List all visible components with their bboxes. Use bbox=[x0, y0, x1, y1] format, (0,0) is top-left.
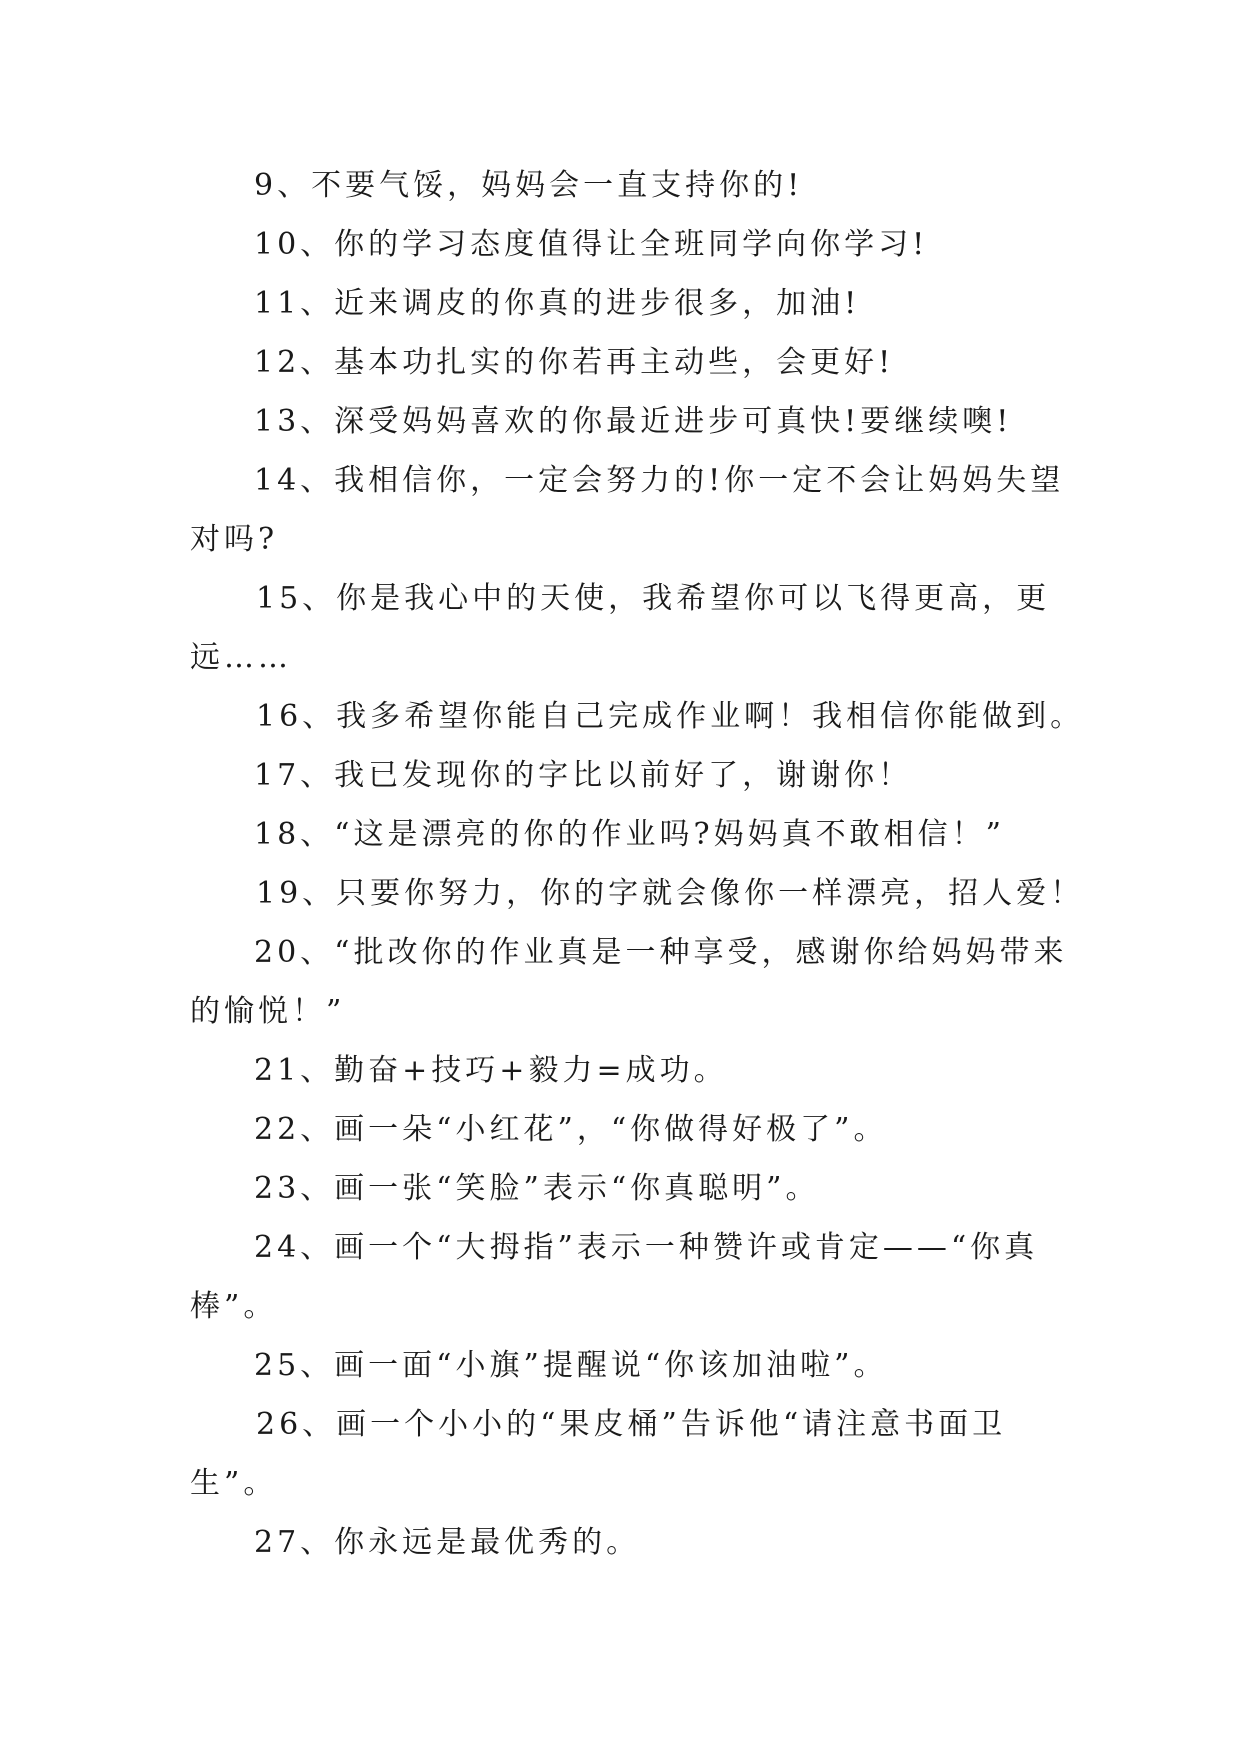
text-line: 15、你是我心中的天使，我希望你可以飞得更高，更 bbox=[256, 581, 1051, 616]
text-line: 16、我多希望你能自己完成作业啊！我相信你能做到。 bbox=[256, 699, 1085, 734]
text-line: 14、我相信你，一定会努力的!你一定不会让妈妈失望 bbox=[254, 463, 1065, 498]
text-line: 生”。 bbox=[190, 1466, 278, 1501]
text-line: 的愉悦！” bbox=[190, 994, 346, 1029]
text-line: 26、画一个小小的“果皮桶”告诉他“请注意书面卫 bbox=[256, 1407, 1007, 1442]
text-line: 对吗? bbox=[190, 522, 279, 557]
text-line: 27、你永远是最优秀的。 bbox=[254, 1525, 641, 1560]
text-line: 12、基本功扎实的你若再主动些，会更好! bbox=[254, 345, 895, 380]
text-line: 22、画一朵“小红花”，“你做得好极了”。 bbox=[254, 1112, 888, 1147]
text-line: 24、画一个“大拇指”表示一种赞许或肯定——“你真 bbox=[254, 1230, 1039, 1265]
text-line: 21、勤奋+技巧+毅力=成功。 bbox=[254, 1053, 728, 1088]
text-line: 18、“这是漂亮的你的作业吗?妈妈真不敢相信！” bbox=[254, 817, 1005, 852]
text-line: 20、“批改你的作业真是一种享受，感谢你给妈妈带来 bbox=[254, 935, 1068, 970]
text-line: 17、我已发现你的字比以前好了，谢谢你！ bbox=[254, 758, 913, 793]
text-line: 棒”。 bbox=[190, 1289, 278, 1324]
text-line: 远…… bbox=[190, 640, 292, 675]
text-line: 11、近来调皮的你真的进步很多，加油! bbox=[254, 286, 861, 321]
text-line: 10、你的学习态度值得让全班同学向你学习! bbox=[254, 227, 929, 262]
text-line: 9、不要气馁，妈妈会一直支持你的! bbox=[254, 168, 804, 203]
text-line: 19、只要你努力，你的字就会像你一样漂亮，招人爱！ bbox=[256, 876, 1085, 911]
text-line: 23、画一张“笑脸”表示“你真聪明”。 bbox=[254, 1171, 820, 1206]
text-line: 13、深受妈妈喜欢的你最近进步可真快!要继续噢! bbox=[254, 404, 1013, 439]
text-line: 25、画一面“小旗”提醒说“你该加油啦”。 bbox=[254, 1348, 888, 1383]
